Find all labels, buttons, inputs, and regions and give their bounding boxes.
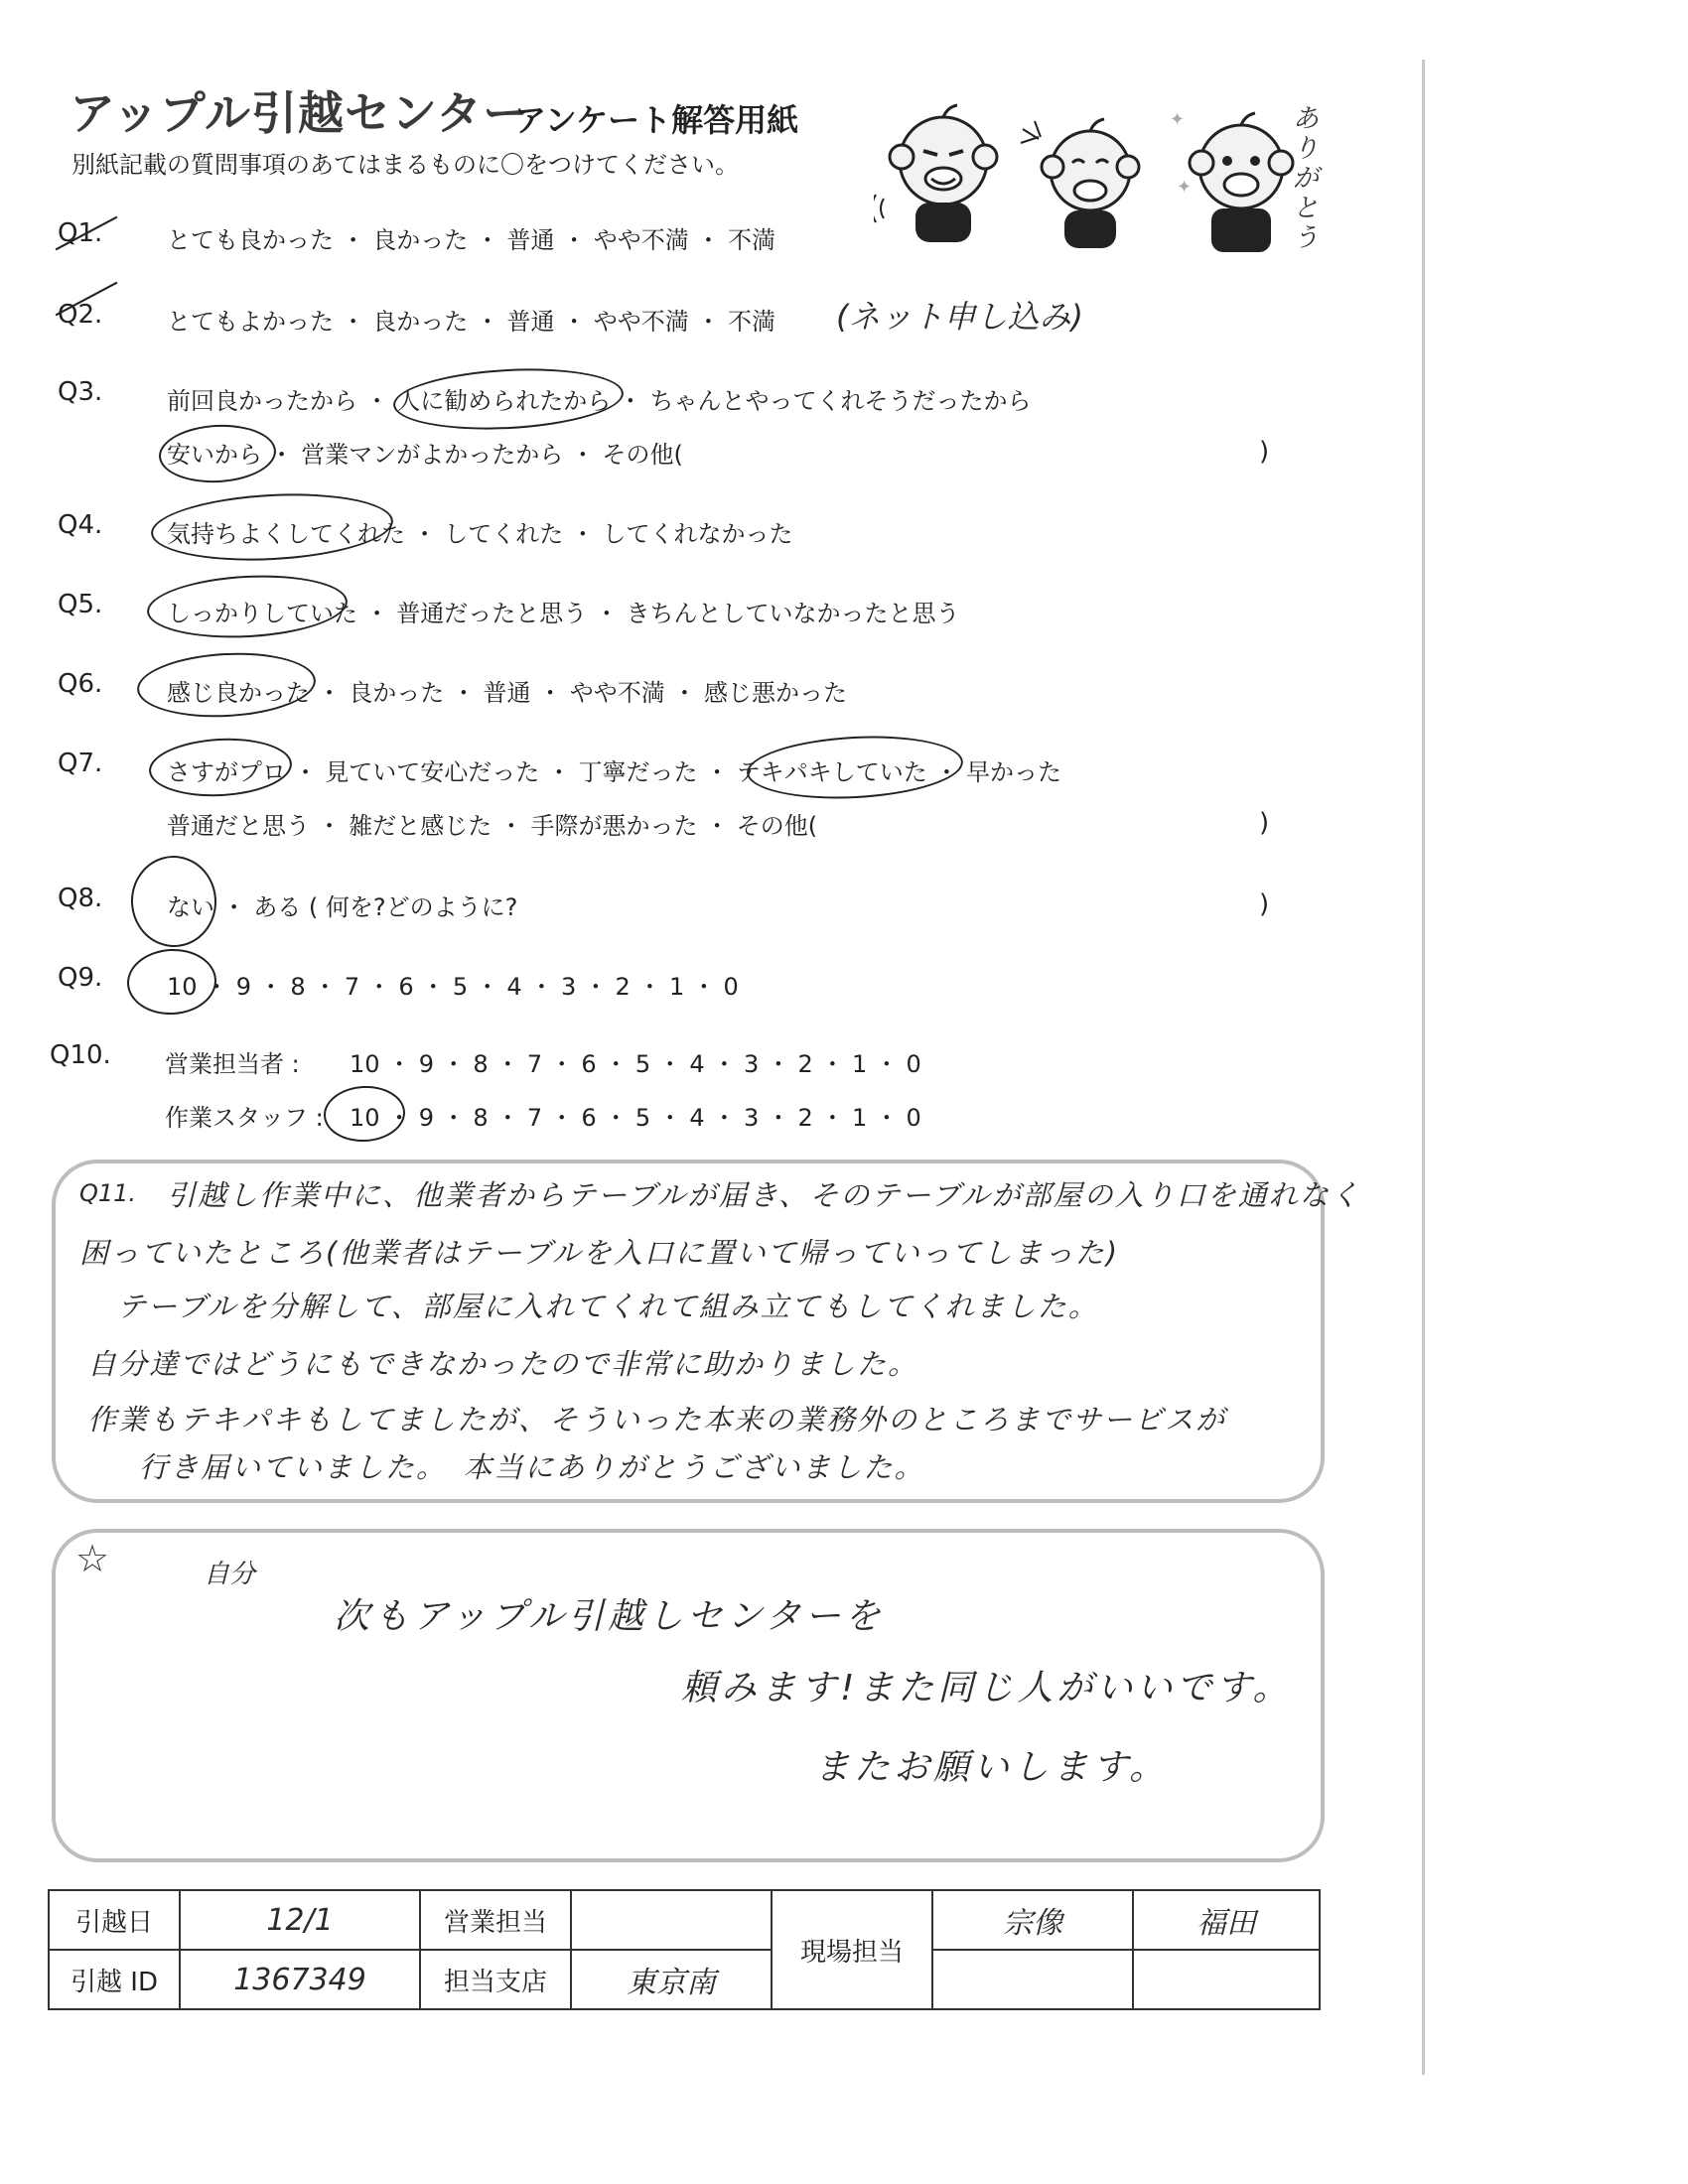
q9-label: Q9. (58, 963, 103, 993)
site-staff-label: 現場担当 (772, 1890, 932, 2009)
sales-rep-label: 営業担当 (420, 1890, 571, 1950)
q10-sales-scale: 10 ・ 9 ・ 8 ・ 7 ・ 6 ・ 5 ・ 4 ・ 3 ・ 2 ・ 1 ・ 0 (350, 1050, 921, 1078)
q2-label: Q2. (58, 300, 103, 330)
comment-line: 次もアップル引越しセンターを (334, 1596, 885, 1637)
page-edge-line (1422, 60, 1425, 2075)
q4-options: 気持ちよくしてくれた ・ してくれた ・ してくれなかった (167, 520, 793, 548)
move-info-table (48, 1889, 1321, 2010)
document-title: アンケート解答用紙 (514, 101, 799, 139)
thanks-text: ありがとう (1292, 104, 1319, 253)
mascot-center-icon (1021, 119, 1139, 248)
q3-answer-circle (158, 422, 278, 485)
q7-close-paren: ) (1259, 808, 1270, 838)
q3-label: Q3. (58, 377, 103, 407)
brand-title: アップル引越センター (70, 86, 530, 140)
q3-close-paren: ) (1259, 437, 1270, 467)
sales-rep-value (571, 1890, 772, 1950)
q7-label: Q7. (58, 749, 103, 778)
q10-label: Q10. (50, 1040, 111, 1070)
comment-line: 頼みます!また同じ人がいいです。 (681, 1668, 1293, 1708)
q8-options: ない ・ ある ( 何を?どのように? (167, 893, 518, 921)
q6-label: Q6. (58, 669, 103, 699)
author-mark: 自分 (204, 1560, 256, 1589)
q7-options-line2: 普通だと思う ・ 雑だと感じた ・ 手際が悪かった ・ その他( (167, 812, 818, 840)
site-staff-empty-cell (1133, 1950, 1320, 2009)
q8-answer-circle (129, 854, 219, 949)
mascot-left-icon (874, 105, 997, 242)
q11-line: 作業もテキパキもしてましたが、そういった本来の業務外のところまでサービスが (87, 1403, 1227, 1436)
site-staff-empty-cell (932, 1950, 1133, 2009)
q2-options: とてもよかった ・ 良かった ・ 普通 ・ やや不満 ・ 不満 (167, 308, 776, 336)
q8-close-paren: ) (1259, 889, 1270, 919)
q10-staff-answer-circle (323, 1084, 407, 1144)
q11-line: テーブルを分解して、部屋に入れてくれて組み立てもしてくれました。 (117, 1290, 1099, 1323)
q5-label: Q5. (58, 590, 103, 619)
move-date-label: 引越日 (49, 1890, 180, 1950)
q10-staff-label: 作業スタッフ : (165, 1104, 324, 1132)
move-id-label: 引越 ID (49, 1950, 180, 2009)
q6-options: 感じ良かった ・ 良かった ・ 普通 ・ やや不満 ・ 感じ悪かった (167, 679, 848, 707)
q8-label: Q8. (58, 884, 103, 913)
q3-options-line1: 前回良かったから ・ 人に勧められたから ・ ちゃんとやってくれそうだったから (167, 387, 1032, 415)
q9-scale: 10 ・ 9 ・ 8 ・ 7 ・ 6 ・ 5 ・ 4 ・ 3 ・ 2 ・ 1 ・ 0 (167, 973, 739, 1001)
move-date-value: 12/1 (180, 1890, 420, 1950)
q11-line: 行き届いていました。 本当にありがとうございました。 (139, 1450, 925, 1484)
sparkle-icon: ✦ (1170, 109, 1186, 130)
q11-line: 引越し作業中に、他業者からテーブルが届き、そのテーブルが部屋の入り口を通れなく (167, 1178, 1361, 1212)
q10-staff-scale: 10 ・ 9 ・ 8 ・ 7 ・ 6 ・ 5 ・ 4 ・ 3 ・ 2 ・ 1 ・ 0 (350, 1104, 921, 1132)
branch-value: 東京南 (571, 1950, 772, 2009)
q4-answer-circle (149, 488, 394, 567)
q7-answer-circle (148, 735, 294, 799)
instructions-text: 別紙記載の質問事項のあてはまるものに〇をつけてください。 (71, 151, 739, 179)
q4-label: Q4. (58, 510, 103, 540)
mascot-right-icon (1190, 113, 1293, 252)
branch-label: 担当支店 (420, 1950, 571, 2009)
q7-options-line1: さすがプロ ・ 見ていて安心だった ・ 丁寧だった ・ テキパキしていた ・ 早かった (167, 758, 1062, 786)
q10-sales-label: 営業担当者 : (165, 1050, 300, 1078)
q5-options: しっかりしていた ・ 普通だったと思う ・ きちんとしていなかったと思う (167, 600, 960, 627)
mascot-illustration (874, 99, 1311, 268)
q11-line: 自分達ではどうにもできなかったので非常に助かりました。 (87, 1347, 919, 1381)
site-staff-1: 宗像 (932, 1890, 1133, 1950)
q9-answer-circle (125, 947, 217, 1018)
q3-options-line2: 安いから ・ 営業マンがよかったから ・ その他( (167, 441, 683, 469)
sparkle-icon: ✦ (1177, 177, 1193, 198)
q11-label: Q11. (79, 1179, 137, 1207)
site-staff-2: 福田 (1133, 1890, 1320, 1950)
q7-answer-circle (746, 731, 965, 803)
move-id-value: 1367349 (180, 1950, 420, 2009)
comment-line: またお願いします。 (814, 1747, 1170, 1788)
q6-answer-circle (135, 648, 317, 721)
q1-options: とても良かった ・ 良かった ・ 普通 ・ やや不満 ・ 不満 (167, 226, 776, 254)
q1-label: Q1. (58, 218, 103, 248)
q5-answer-circle (146, 571, 350, 642)
q3-answer-circle (392, 363, 626, 435)
q11-line: 困っていたところ(他業者はテーブルを入口に置いて帰っていってしまった) (79, 1236, 1120, 1270)
star-icon: ☆ (75, 1537, 110, 1580)
q2-handwritten-note: (ネット申し込み) (836, 298, 1083, 336)
